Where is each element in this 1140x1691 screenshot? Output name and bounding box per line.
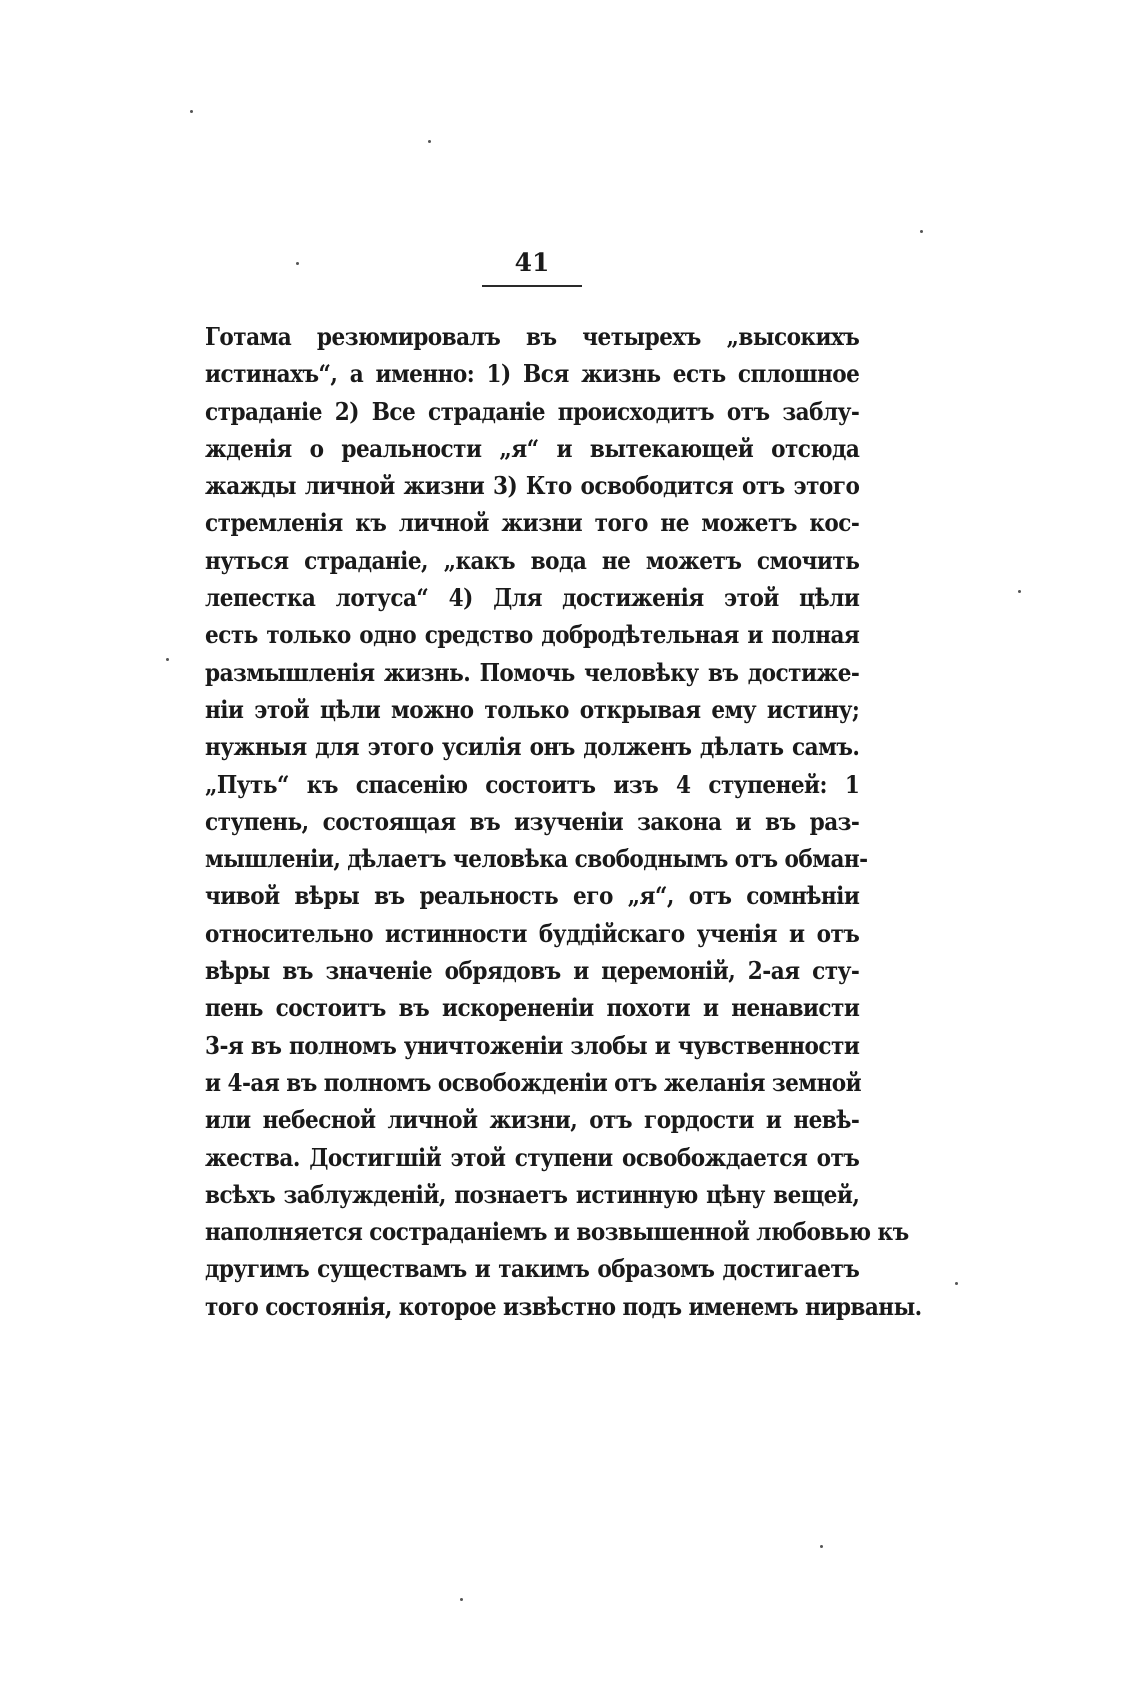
text-line: ніи этой цѣли можно только открывая ему истину; <box>205 694 860 724</box>
page-number-rule <box>482 285 582 287</box>
text-line: наполняется состраданіемъ и возвышенной любовью къ <box>205 1217 909 1247</box>
scan-speck <box>428 140 431 143</box>
text-line: или небесной личной жизни, отъ гордости и невѣ- <box>205 1105 860 1135</box>
text-line: „Путь“ къ спасенію состоитъ изъ 4 ступеней: 1 <box>205 769 860 799</box>
scan-speck <box>955 1282 958 1285</box>
scan-speck <box>296 262 299 265</box>
text-line: жденія о реальности „я“ и вытекающей отсюда <box>205 433 860 463</box>
page-number: 41 <box>514 248 550 277</box>
text-line: другимъ существамъ и такимъ образомъ достигаетъ <box>205 1254 860 1284</box>
text-line: размышленія жизнь. Помочь человѣку въ достиже- <box>205 657 860 687</box>
text-line: жажды личной жизни 3) Кто освободится отъ этого <box>205 471 860 501</box>
text-line: относительно истинности буддійскаго ученія и отъ <box>205 918 860 948</box>
text-line: чивой вѣры въ реальность его „я“, отъ сомнѣніи <box>205 881 860 911</box>
scan-speck <box>460 1598 463 1601</box>
text-line: ступень, состоящая въ изученіи закона и въ раз- <box>205 806 860 836</box>
scan-speck <box>1018 590 1021 593</box>
text-line: всѣхъ заблужденій, познаетъ истинную цѣну вещей, <box>205 1179 860 1209</box>
text-line: страданіе 2) Все страданіе происходитъ отъ заблу- <box>205 396 860 426</box>
text-line: есть только одно средство добродѣтельная и полная <box>205 620 860 650</box>
text-line: жества. Достигшій этой ступени освобождается отъ <box>205 1142 860 1172</box>
text-line: стремленія къ личной жизни того не можетъ кос- <box>205 508 860 538</box>
text-line: мышленіи, дѣлаетъ человѣка свободнымъ отъ обман- <box>205 844 868 874</box>
scan-speck <box>820 1545 823 1548</box>
text-line: 3-я въ полномъ уничтоженіи злобы и чувственности <box>205 1030 860 1060</box>
scan-speck <box>920 230 923 233</box>
text-line: нуться страданіе, „какъ вода не можетъ смочить <box>205 545 860 575</box>
text-line: истинахъ“, а именно: 1) Вся жизнь есть сплошное <box>205 359 860 389</box>
body-text <box>205 318 922 1325</box>
scan-speck <box>190 110 193 113</box>
text-line: лепестка лотуса“ 4) Для достиженія этой цѣли <box>205 583 860 613</box>
scan-speck <box>166 658 169 661</box>
text-line: нужныя для этого усилія онъ долженъ дѣлать самъ. <box>205 732 860 762</box>
text-line: и 4-ая въ полномъ освобожденіи отъ желанія земной <box>205 1067 862 1097</box>
text-line: того состоянія, которое извѣстно подъ именемъ нирваны. <box>205 1291 922 1321</box>
text-line: вѣры въ значеніе обрядовъ и церемоній, 2-ая сту- <box>205 956 860 986</box>
text-line: пень состоитъ въ искорененіи похоти и ненависти <box>205 993 860 1023</box>
text-line: Готама резюмировалъ въ четырехъ „высокихъ <box>205 322 860 351</box>
